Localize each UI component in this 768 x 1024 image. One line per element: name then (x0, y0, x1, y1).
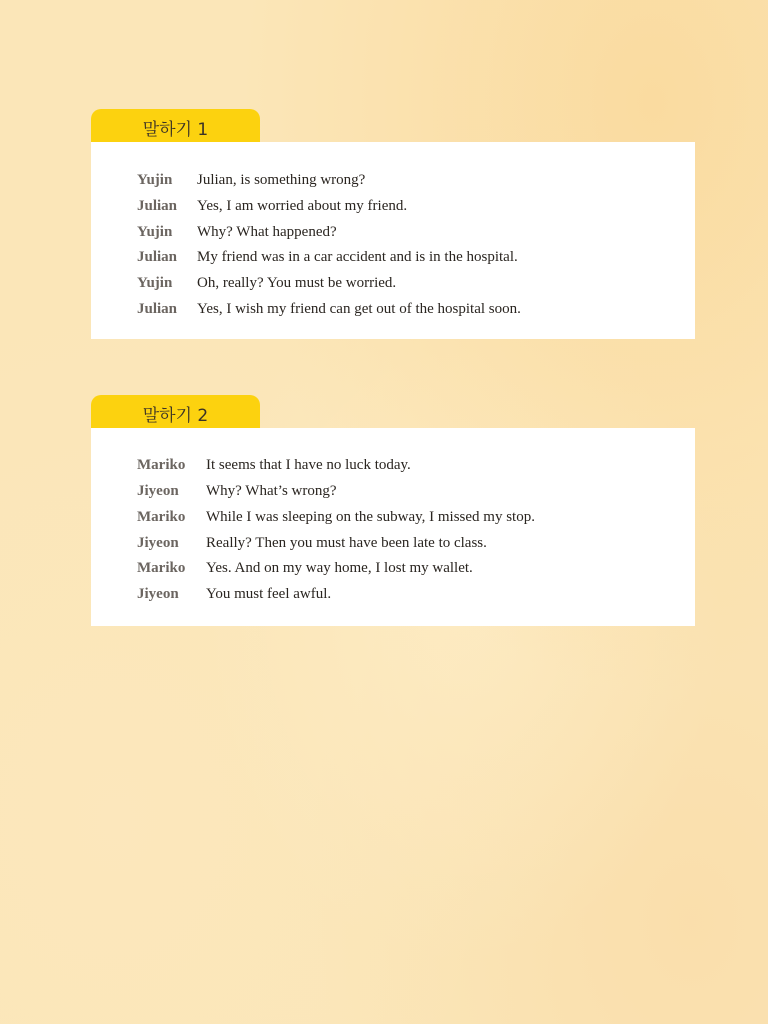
dialogue-2-utterance: It seems that I have no luck today. (206, 457, 411, 473)
dialogue-2-title-tab (91, 395, 260, 429)
dialogue-1-utterance: Yes, I am worried about my friend. (197, 198, 408, 214)
dialogue-2-utterance: You must feel awful. (206, 586, 332, 602)
dialogue-1-utterance: My friend was in a car accident and is in the hospital. (197, 249, 518, 265)
dialogue-2-utterance: Why? What’s wrong? (206, 483, 337, 499)
dialogue-1-speaker: Julian (137, 198, 178, 214)
dialogue-1-speaker: Julian (137, 301, 178, 317)
dialogue-2-utterance: Really? Then you must have been late to class. (206, 535, 487, 551)
dialogue-1-title: 말하기 1 (142, 119, 209, 140)
dialogue-1-utterance: Oh, really? You must be worried. (197, 275, 397, 291)
dialogue-1-speaker: Yujin (137, 275, 173, 291)
dialogue-2-utterance: Yes. And on my way home, I lost my wallet. (206, 560, 473, 576)
dialogue-2-speaker: Mariko (137, 560, 186, 576)
dialogue-2-speaker: Jiyeon (137, 586, 179, 602)
dialogue-1-panel (91, 142, 695, 339)
dialogue-1-speaker: Yujin (137, 224, 173, 240)
dialogue-2-panel (91, 428, 695, 626)
dialogue-2-speaker: Jiyeon (137, 535, 179, 551)
dialogue-2-speaker: Mariko (137, 509, 186, 525)
dialogue-1-utterance: Julian, is something wrong? (197, 172, 366, 188)
dialogue-1-title-tab (91, 109, 260, 143)
dialogue-2-speaker: Jiyeon (137, 483, 179, 499)
dialogue-1-speaker: Yujin (137, 172, 173, 188)
dialogue-1-speaker: Julian (137, 249, 178, 265)
dialogue-1-utterance: Why? What happened? (197, 224, 337, 240)
dialogue-2-title: 말하기 2 (142, 405, 209, 426)
dialogue-1-utterance: Yes, I wish my friend can get out of the hospital soon. (197, 301, 521, 317)
dialogue-2-utterance: While I was sleeping on the subway, I missed my stop. (206, 509, 535, 525)
dialogue-2-speaker: Mariko (137, 457, 186, 473)
